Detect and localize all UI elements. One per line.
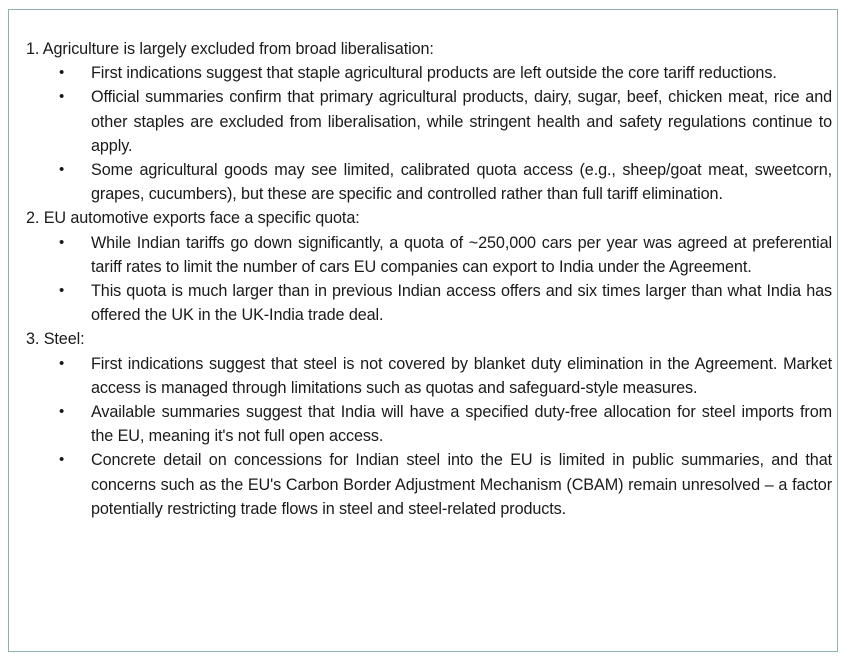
list-item — [26, 279, 832, 327]
list-item — [26, 61, 832, 85]
bullet-icon: • — [59, 282, 65, 300]
bullet-list — [26, 61, 832, 206]
list-item — [26, 158, 832, 206]
bullet-text: First indications suggest that staple agricultural products are left outside the core tariff reductions. — [91, 64, 777, 83]
bullet-icon: • — [59, 161, 65, 179]
bullet-text: Official summaries confirm that primary agricultural products, dairy, sugar, beef, chicken meat, rice and other staples are excluded from liberalisation, while stringent health and safety regulations continue to apply. — [91, 88, 832, 155]
bullet-text: While Indian tariffs go down significantly, a quota of ~250,000 cars per year was agreed at preferential tariff rates to limit the number of cars EU companies can export to India under the Agreement. — [91, 233, 832, 276]
section-steel — [26, 327, 832, 521]
text-box — [8, 9, 838, 652]
bullet-text: First indications suggest that steel is not covered by blanket duty elimination in the Agreement. Market access is managed through limitations such as quotas and safeguard-style measures. — [91, 354, 832, 397]
bullet-text: Concrete detail on concessions for Indian steel into the EU is limited in public summaries, and that concerns such as the EU's Carbon Border Adjustment Mechanism (CBAM) remain unresolved – a factor potentially restricting trade flows in steel and steel-related products. — [91, 451, 832, 518]
list-item — [26, 448, 832, 521]
document-content — [26, 37, 832, 521]
list-item — [26, 400, 832, 448]
section-heading: 1. Agriculture is largely excluded from broad liberalisation: — [26, 40, 434, 58]
section-automotive — [26, 206, 832, 327]
bullet-text: This quota is much larger than in previous Indian access offers and six times larger than what India has offered the UK in the UK-India trade deal. — [91, 282, 832, 325]
section-heading: 3. Steel: — [26, 330, 85, 349]
section-heading: 2. EU automotive exports face a specific quota: — [26, 209, 360, 228]
bullet-icon: • — [59, 451, 65, 469]
bullet-text: Some agricultural goods may see limited, calibrated quota access (e.g., sheep/goat meat, sweetcorn, grapes, cucumbers), but these are specific and controlled rather than full tariff elimination. — [91, 161, 832, 204]
bullet-icon: • — [59, 354, 65, 372]
bullet-icon: • — [59, 88, 65, 106]
bullet-text: Available summaries suggest that India will have a specified duty-free allocation for steel imports from the EU, meaning it's not full open access. — [91, 403, 832, 446]
bullet-icon: • — [59, 403, 65, 421]
list-item — [26, 231, 832, 279]
bullet-list — [26, 352, 832, 521]
bullet-icon: • — [59, 233, 65, 251]
bullet-list — [26, 231, 832, 328]
section-agriculture — [26, 37, 832, 206]
list-item — [26, 352, 832, 400]
list-item — [26, 85, 832, 158]
bullet-icon: • — [59, 64, 65, 82]
